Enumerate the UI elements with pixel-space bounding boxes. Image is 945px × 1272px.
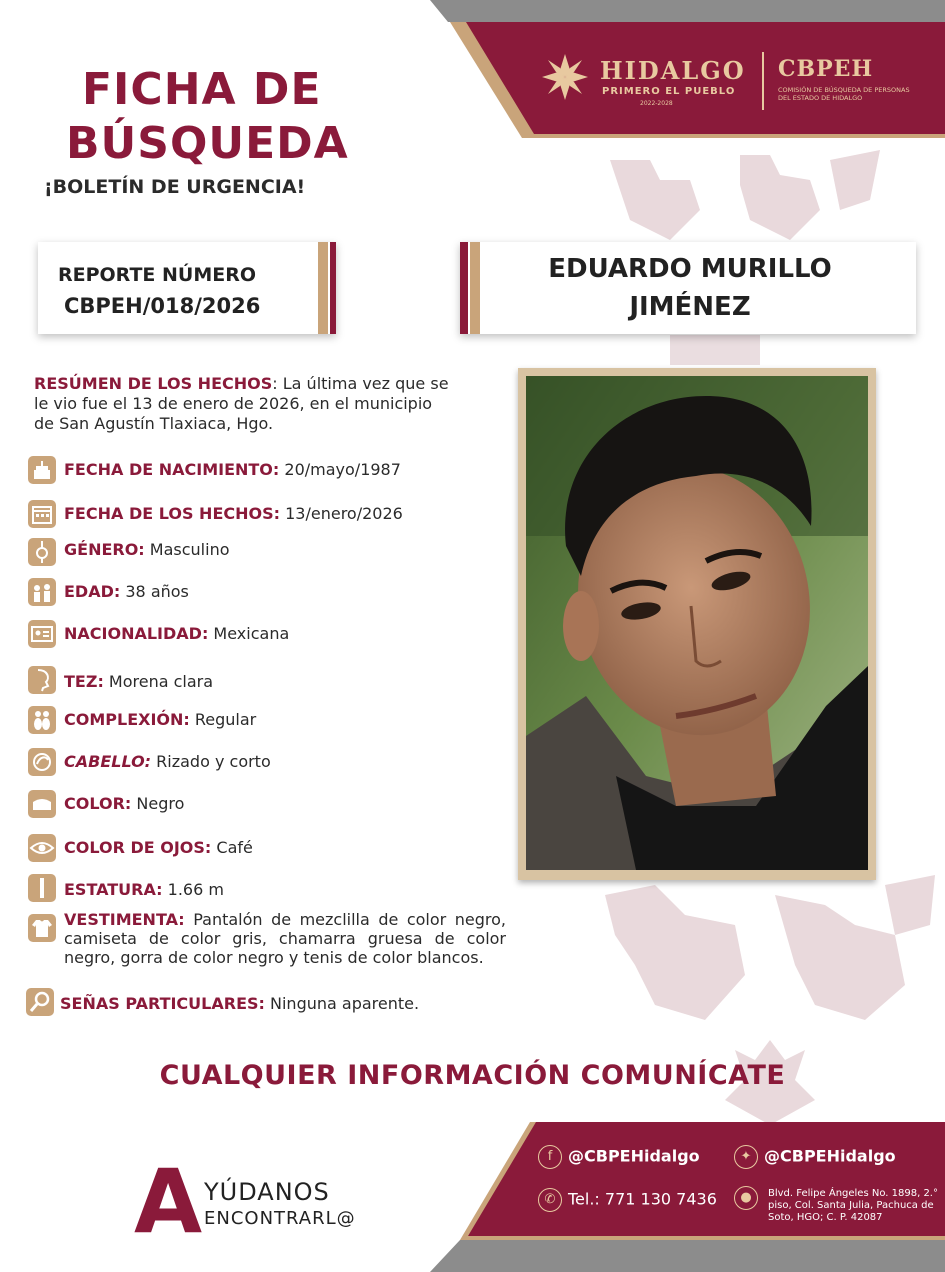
- facebook-contact[interactable]: f @CBPEHidalgo: [538, 1145, 700, 1169]
- location-contact: [734, 1186, 764, 1210]
- hidalgo-star-icon: [540, 52, 590, 102]
- hair-icon: [28, 748, 56, 776]
- cbpeh-full-name: COMISIÓN DE BÚSQUEDA DE PERSONAS DEL ESTADO DE HIDALGO: [778, 86, 910, 102]
- summary-text: : La última vez que se le vio fue el 13 de enero de 2026, en el municipio de San Agustín Tlaxiaca, Hgo.: [34, 374, 449, 433]
- field-event-date: FECHA DE LOS HECHOS: 13/enero/2026: [64, 504, 403, 523]
- facebook-icon: f: [538, 1145, 562, 1169]
- urgency-subtitle: ¡BOLETÍN DE URGENCIA!: [44, 176, 306, 198]
- hidalgo-tagline: PRIMERO EL PUEBLO: [602, 86, 736, 97]
- field-build: COMPLEXIÓN: Regular: [64, 710, 257, 729]
- page-title-line2: BÚSQUEDA: [66, 118, 349, 169]
- textile-bird-pattern-bottom: [595, 875, 940, 1025]
- summary-label: RESÚMEN DE LOS HECHOS: [34, 374, 273, 393]
- person-photo: [526, 376, 868, 870]
- logo-divider: [762, 52, 764, 110]
- report-number-label: REPORTE NÚMERO: [58, 264, 257, 286]
- people-icon: [28, 578, 56, 606]
- hidalgo-logo-text: HIDALGO: [600, 56, 746, 85]
- person-name-line2: JIMÉNEZ: [629, 292, 751, 322]
- field-birth-date: FECHA DE NACIMIENTO: 20/mayo/1987: [64, 460, 401, 479]
- field-eye-color: COLOR DE OJOS: Café: [64, 838, 253, 857]
- report-number-value: CBPEH/018/2026: [64, 294, 261, 318]
- eye-icon: [28, 834, 56, 862]
- phone-contact[interactable]: ✆ Tel.: 771 130 7436: [538, 1188, 717, 1212]
- field-color: COLOR: Negro: [64, 794, 185, 813]
- color-swatch-icon: [28, 790, 56, 818]
- field-gender: GÉNERO: Masculino: [64, 540, 230, 559]
- field-hair: CABELLO: Rizado y corto: [64, 752, 271, 771]
- phone-icon: ✆: [538, 1188, 562, 1212]
- summary-of-events: [34, 374, 449, 434]
- ayudanos-letter: A: [134, 1150, 203, 1253]
- face-profile-icon: [28, 666, 56, 694]
- field-distinguishing-marks: SEÑAS PARTICULARES: Ninguna aparente.: [60, 994, 420, 1013]
- ayudanos-line1: YÚDANOS: [204, 1178, 330, 1206]
- twitter-icon: ✦: [734, 1145, 758, 1169]
- ayudanos-line2: ENCONTRARL@: [204, 1208, 356, 1229]
- person-name-line1: EDUARDO MURILLO: [548, 254, 832, 284]
- textile-pattern-small: [670, 335, 760, 365]
- cake-icon: [28, 456, 56, 484]
- id-card-icon: [28, 620, 56, 648]
- field-nationality: NACIONALIDAD: Mexicana: [64, 624, 290, 643]
- body-build-icon: [28, 706, 56, 734]
- page-title-line1: FICHA DE: [82, 64, 322, 115]
- magnifier-icon: [26, 988, 54, 1016]
- report-number-box: [38, 242, 336, 334]
- field-skin: TEZ: Morena clara: [64, 672, 214, 691]
- field-age: EDAD: 38 años: [64, 582, 189, 601]
- shirt-icon: [28, 914, 56, 942]
- calendar-icon: [28, 500, 56, 528]
- height-icon: [28, 874, 56, 902]
- field-height: ESTATURA: 1.66 m: [64, 880, 224, 899]
- call-to-action: CUALQUIER INFORMACIÓN COMUNÍCATE: [159, 1060, 786, 1091]
- field-clothing: VESTIMENTA: Pantalón de mezclilla de color negro, camiseta de color gris, chamarra gruesa de color negro, gorra de color negro y tenis de color blancos.: [64, 910, 506, 967]
- location-pin-icon: ●: [734, 1186, 758, 1210]
- address-text: Blvd. Felipe Ángeles No. 1898, 2.° piso, Col. Santa Julia, Pachuca de Soto, HGO; C. P. 42087: [768, 1188, 938, 1223]
- gender-icon: [28, 538, 56, 566]
- cbpeh-logo-text: CBPEH: [778, 56, 874, 82]
- textile-bird-pattern-top: [590, 140, 890, 250]
- twitter-contact[interactable]: ✦ @CBPEHidalgo: [734, 1145, 896, 1169]
- hidalgo-years: 2022-2028: [640, 100, 673, 107]
